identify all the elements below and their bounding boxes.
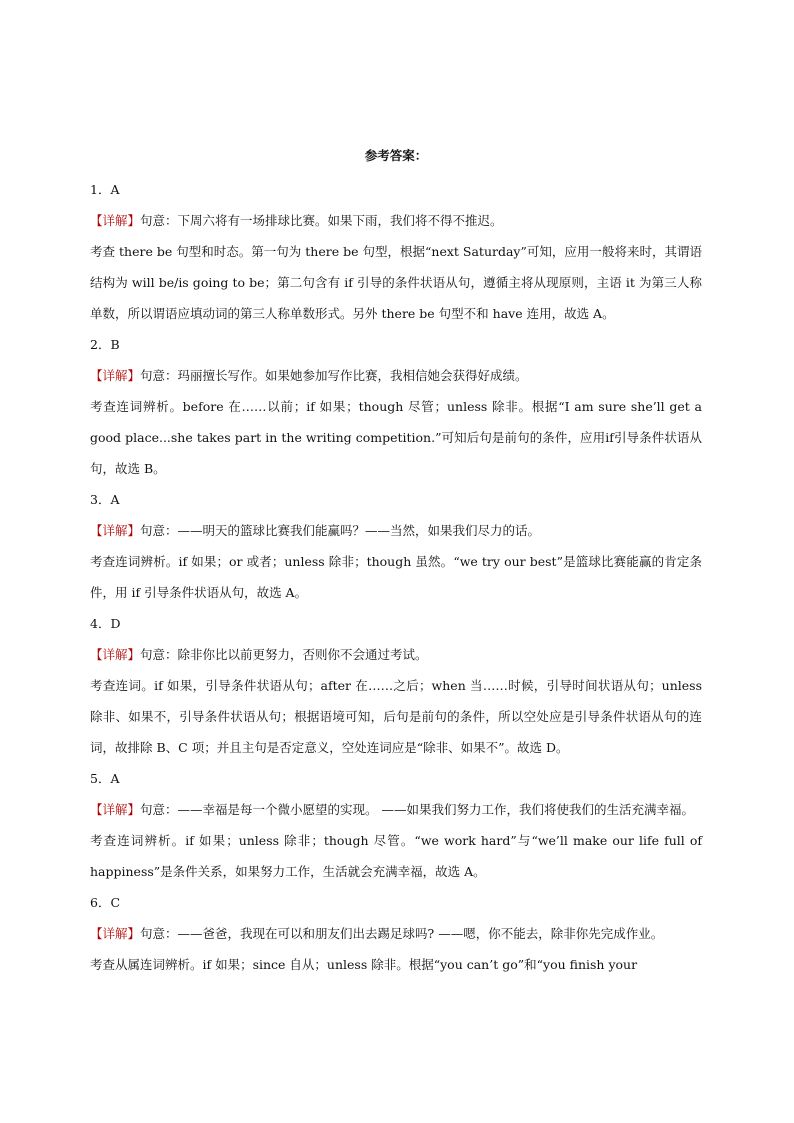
answer-detail [90, 639, 702, 670]
answer-detail [90, 794, 702, 825]
answer-number: 2．B [90, 337, 120, 352]
detail-tag: 【详解】 [90, 213, 141, 228]
answer-number: 3．A [90, 492, 120, 507]
answer-detail [90, 918, 702, 949]
detail-tag: 【详解】 [90, 523, 141, 538]
answer-number: 6．C [90, 895, 121, 910]
detail-text: 句意：——明天的篮球比赛我们能赢吗？——当然，如果我们尽力的话。 [140, 523, 541, 538]
detail-text: 句意：——爸爸，我现在可以和朋友们出去踢足球吗? ——嗯，你不能去，除非你先完成作业。 [140, 926, 664, 941]
answer-item [90, 329, 702, 484]
answer-item [90, 887, 702, 980]
answer-number: 1．A [90, 182, 120, 197]
detail-tag: 【详解】 [90, 926, 141, 941]
answer-detail [90, 205, 702, 236]
answer-item [90, 763, 702, 887]
answer-analysis: 考查连词辨析。if 如果；unless 除非；though 尽管。“we work hard”与“we’ll make our life full of happiness”是条件关系，如果努力工作，生活就会充满幸福，故选 A。 [90, 833, 702, 879]
detail-text: 句意：玛丽擅长写作。如果她参加写作比赛，我相信她会获得好成绩。 [140, 368, 528, 383]
detail-tag: 【详解】 [90, 647, 141, 662]
answer-number: 5．A [90, 771, 120, 786]
answer-item [90, 174, 702, 329]
detail-text: 句意：——幸福是每一个微小愿望的实现。 ——如果我们努力工作，我们将使我们的生活充满幸福。 [140, 802, 694, 817]
answer-list [90, 174, 702, 980]
answer-item [90, 608, 702, 763]
answer-analysis: 考查 there be 句型和时态。第一句为 there be 句型，根据“next Saturday”可知，应用一般将来时，其谓语结构为 will be/is going to be；第二句含有 if 引导的条件状语从句，遵循主将从现原则，主语 it 为第三人称单数，所以谓语应填动词的第三人称单数形式。另外 there be 句型不和 have 连用，故选 A。 [90, 244, 702, 321]
answer-detail [90, 360, 702, 391]
answer-number: 4．D [90, 616, 121, 631]
detail-text: 句意：除非你比以前更努力，否则你不会通过考试。 [140, 647, 428, 662]
answer-analysis: 考查从属连词辨析。if 如果；since 自从；unless 除非。根据“you can’t go”和“you finish your [90, 957, 638, 972]
page-title: 参考答案： [364, 148, 428, 163]
answer-analysis: 考查连词辨析。if 如果；or 或者；unless 除非；though 虽然。“we try our best”是篮球比赛能赢的肯定条件，用 if 引导条件状语从句，故选 A。 [90, 554, 702, 600]
answer-sheet [90, 148, 702, 980]
detail-tag: 【详解】 [90, 368, 141, 383]
detail-tag: 【详解】 [90, 802, 141, 817]
answer-detail [90, 515, 702, 546]
answer-analysis: 考查连词辨析。before 在……以前；if 如果；though 尽管；unless 除非。根据“I am sure she’ll get a good place...she takes part in the writing competition.”可知后句是前句的条件，应用if引导条件状语从句，故选 B。 [90, 399, 702, 476]
answer-analysis: 考查连词。if 如果，引导条件状语从句；after 在……之后；when 当……时候，引导时间状语从句；unless 除非、如果不，引导条件状语从句；根据语境可知，后句是前句的条件，所以空处应是引导条件状语从句的连词，故排除 B、C 项；并且主句是否定意义，空处连词应是“除非、如果不”。故选 D。 [90, 678, 702, 755]
detail-text: 句意：下周六将有一场排球比赛。如果下雨，我们将不得不推迟。 [140, 213, 503, 228]
answer-item [90, 484, 702, 608]
